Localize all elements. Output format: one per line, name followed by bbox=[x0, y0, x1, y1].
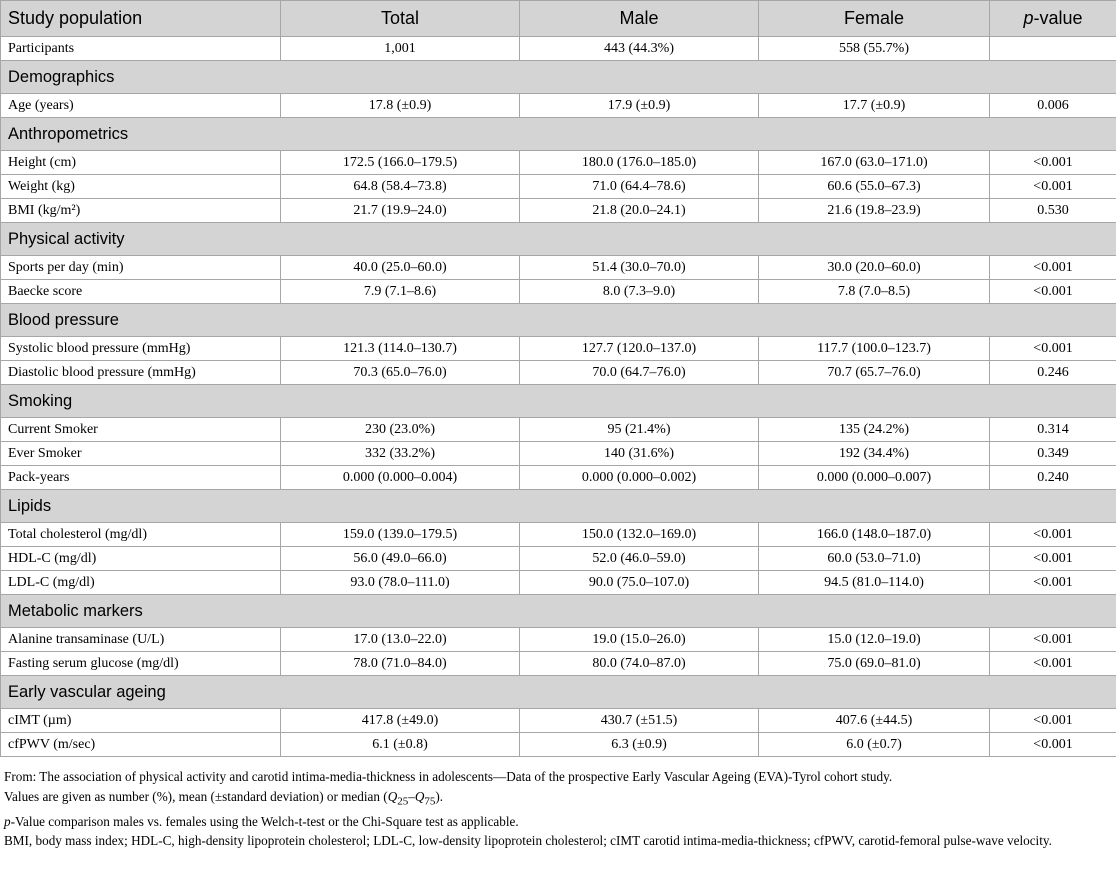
section-title: Anthropometrics bbox=[1, 118, 1116, 151]
table-row bbox=[1, 361, 1116, 385]
section-header-row bbox=[1, 118, 1116, 151]
cell-male: 180.0 (176.0–185.0) bbox=[520, 151, 759, 175]
cell-total: 21.7 (19.9–24.0) bbox=[281, 199, 520, 223]
cell-total: 64.8 (58.4–73.8) bbox=[281, 175, 520, 199]
cell-total: 230 (23.0%) bbox=[281, 418, 520, 442]
section-header-row bbox=[1, 61, 1116, 94]
row-label: Total cholesterol (mg/dl) bbox=[1, 523, 281, 547]
cell-p-value: <0.001 bbox=[990, 628, 1116, 652]
table-row bbox=[1, 442, 1116, 466]
cell-male: 150.0 (132.0–169.0) bbox=[520, 523, 759, 547]
cell-p-value: 0.349 bbox=[990, 442, 1116, 466]
table-row bbox=[1, 571, 1116, 595]
row-label: Pack-years bbox=[1, 466, 281, 490]
cell-male: 140 (31.6%) bbox=[520, 442, 759, 466]
table-row bbox=[1, 628, 1116, 652]
header-p-rest: -value bbox=[1033, 8, 1083, 28]
cell-male: 19.0 (15.0–26.0) bbox=[520, 628, 759, 652]
table-row bbox=[1, 175, 1116, 199]
cell-total: 40.0 (25.0–60.0) bbox=[281, 256, 520, 280]
cell-female: 6.0 (±0.7) bbox=[759, 733, 990, 757]
table-row bbox=[1, 418, 1116, 442]
cell-p-value: <0.001 bbox=[990, 151, 1116, 175]
cell-female: 17.7 (±0.9) bbox=[759, 94, 990, 118]
section-header-row bbox=[1, 304, 1116, 337]
section-header-row bbox=[1, 385, 1116, 418]
cell-male: 0.000 (0.000–0.002) bbox=[520, 466, 759, 490]
table-row bbox=[1, 652, 1116, 676]
cell-p-value: 0.240 bbox=[990, 466, 1116, 490]
cell-female: 0.000 (0.000–0.007) bbox=[759, 466, 990, 490]
section-title: Early vascular ageing bbox=[1, 676, 1116, 709]
cell-p-value: 0.530 bbox=[990, 199, 1116, 223]
cell-female: 60.6 (55.0–67.3) bbox=[759, 175, 990, 199]
row-label: Ever Smoker bbox=[1, 442, 281, 466]
table-row bbox=[1, 709, 1116, 733]
header-p-italic: p bbox=[1023, 8, 1034, 28]
footnote-q75: Q bbox=[414, 788, 425, 804]
section-header-row bbox=[1, 676, 1116, 709]
cell-p-value: <0.001 bbox=[990, 175, 1116, 199]
cell-p-value: <0.001 bbox=[990, 280, 1116, 304]
cell-female: 70.7 (65.7–76.0) bbox=[759, 361, 990, 385]
section-title: Blood pressure bbox=[1, 304, 1116, 337]
cell-p-value: 0.246 bbox=[990, 361, 1116, 385]
row-label: HDL-C (mg/dl) bbox=[1, 547, 281, 571]
table-row-participants bbox=[1, 37, 1116, 61]
cell-total: 17.0 (13.0–22.0) bbox=[281, 628, 520, 652]
row-label: Sports per day (min) bbox=[1, 256, 281, 280]
section-header-row bbox=[1, 223, 1116, 256]
cell-male: 430.7 (±51.5) bbox=[520, 709, 759, 733]
row-label: cIMT (µm) bbox=[1, 709, 281, 733]
cell-total: 0.000 (0.000–0.004) bbox=[281, 466, 520, 490]
cell-total: 159.0 (139.0–179.5) bbox=[281, 523, 520, 547]
header-male: Male bbox=[520, 1, 759, 37]
row-label: LDL-C (mg/dl) bbox=[1, 571, 281, 595]
cell-p-value: 0.314 bbox=[990, 418, 1116, 442]
cell-female: 407.6 (±44.5) bbox=[759, 709, 990, 733]
cell-total: 332 (33.2%) bbox=[281, 442, 520, 466]
table-row bbox=[1, 280, 1116, 304]
cell-male: 127.7 (120.0–137.0) bbox=[520, 337, 759, 361]
cell-male: 95 (21.4%) bbox=[520, 418, 759, 442]
cell-female: 135 (24.2%) bbox=[759, 418, 990, 442]
row-label: Alanine transaminase (U/L) bbox=[1, 628, 281, 652]
row-label: BMI (kg/m²) bbox=[1, 199, 281, 223]
footnote-p-value bbox=[4, 812, 1112, 832]
cell-male: 80.0 (74.0–87.0) bbox=[520, 652, 759, 676]
row-label: Age (years) bbox=[1, 94, 281, 118]
row-label: Diastolic blood pressure (mmHg) bbox=[1, 361, 281, 385]
cell-total: 56.0 (49.0–66.0) bbox=[281, 547, 520, 571]
cell-total: 1,001 bbox=[281, 37, 520, 61]
table-header-row bbox=[1, 1, 1116, 37]
cell-male: 71.0 (64.4–78.6) bbox=[520, 175, 759, 199]
table-row bbox=[1, 199, 1116, 223]
row-label: Participants bbox=[1, 37, 281, 61]
section-title: Physical activity bbox=[1, 223, 1116, 256]
cell-male: 443 (44.3%) bbox=[520, 37, 759, 61]
table-row bbox=[1, 337, 1116, 361]
footnote-values-suffix: ). bbox=[435, 788, 444, 804]
footnote-q25-sub: 25 bbox=[397, 795, 409, 808]
table-footnotes bbox=[0, 757, 1116, 851]
cell-male: 6.3 (±0.9) bbox=[520, 733, 759, 757]
row-label: Current Smoker bbox=[1, 418, 281, 442]
table-body bbox=[1, 37, 1116, 757]
table-row bbox=[1, 466, 1116, 490]
cell-p-value: <0.001 bbox=[990, 571, 1116, 595]
cell-female: 30.0 (20.0–60.0) bbox=[759, 256, 990, 280]
cell-p-value: <0.001 bbox=[990, 652, 1116, 676]
table-row bbox=[1, 547, 1116, 571]
cell-total: 417.8 (±49.0) bbox=[281, 709, 520, 733]
cell-female: 60.0 (53.0–71.0) bbox=[759, 547, 990, 571]
cell-male: 17.9 (±0.9) bbox=[520, 94, 759, 118]
footnote-source: From: The association of physical activity and carotid intima-media-thickness in adolescents—Data of the prospective Early Vascular Ageing (EVA)-Tyrol cohort study. bbox=[4, 769, 893, 784]
cell-total: 172.5 (166.0–179.5) bbox=[281, 151, 520, 175]
footnote-q25: Q bbox=[387, 788, 398, 804]
cell-female: 192 (34.4%) bbox=[759, 442, 990, 466]
row-label: Fasting serum glucose (mg/dl) bbox=[1, 652, 281, 676]
row-label: Height (cm) bbox=[1, 151, 281, 175]
footnote-values-prefix: Values are given as number (%), mean (±standard deviation) or median ( bbox=[4, 788, 388, 804]
footnote-values bbox=[4, 787, 1112, 812]
cell-male: 52.0 (46.0–59.0) bbox=[520, 547, 759, 571]
row-label: cfPWV (m/sec) bbox=[1, 733, 281, 757]
section-title: Metabolic markers bbox=[1, 595, 1116, 628]
cell-total: 93.0 (78.0–111.0) bbox=[281, 571, 520, 595]
cell-p-value: <0.001 bbox=[990, 523, 1116, 547]
cell-female: 94.5 (81.0–114.0) bbox=[759, 571, 990, 595]
cell-total: 70.3 (65.0–76.0) bbox=[281, 361, 520, 385]
footnote-abbreviations: BMI, body mass index; HDL-C, high-density lipoprotein cholesterol; LDL-C, low-density lipoprotein cholesterol; cIMT carotid intima-media-thickness; cfPWV, carotid-femoral pulse-wave velocity. bbox=[4, 833, 1052, 849]
cell-male: 21.8 (20.0–24.1) bbox=[520, 199, 759, 223]
table-row bbox=[1, 151, 1116, 175]
cell-p-value: <0.001 bbox=[990, 709, 1116, 733]
cell-male: 8.0 (7.3–9.0) bbox=[520, 280, 759, 304]
cell-p-value: <0.001 bbox=[990, 337, 1116, 361]
table-row bbox=[1, 733, 1116, 757]
cell-female: 15.0 (12.0–19.0) bbox=[759, 628, 990, 652]
cell-female: 21.6 (19.8–23.9) bbox=[759, 199, 990, 223]
cell-p-value: 0.006 bbox=[990, 94, 1116, 118]
row-label: Weight (kg) bbox=[1, 175, 281, 199]
section-header-row bbox=[1, 490, 1116, 523]
header-p-value bbox=[990, 1, 1116, 37]
cell-total: 78.0 (71.0–84.0) bbox=[281, 652, 520, 676]
cell-p-value: <0.001 bbox=[990, 256, 1116, 280]
cell-male: 51.4 (30.0–70.0) bbox=[520, 256, 759, 280]
header-study-population: Study population bbox=[1, 1, 281, 37]
cell-female: 558 (55.7%) bbox=[759, 37, 990, 61]
cell-female: 166.0 (148.0–187.0) bbox=[759, 523, 990, 547]
row-label: Baecke score bbox=[1, 280, 281, 304]
table-row bbox=[1, 256, 1116, 280]
cell-total: 7.9 (7.1–8.6) bbox=[281, 280, 520, 304]
footnote-dash: – bbox=[408, 788, 415, 804]
footnote-p-rest: -Value comparison males vs. females using the Welch-t-test or the Chi-Square test as applicable. bbox=[10, 813, 519, 829]
cell-male: 90.0 (75.0–107.0) bbox=[520, 571, 759, 595]
table-row bbox=[1, 94, 1116, 118]
row-label: Systolic blood pressure (mmHg) bbox=[1, 337, 281, 361]
cell-p-value: <0.001 bbox=[990, 547, 1116, 571]
cell-p-value: <0.001 bbox=[990, 733, 1116, 757]
header-female: Female bbox=[759, 1, 990, 37]
cell-female: 117.7 (100.0–123.7) bbox=[759, 337, 990, 361]
cell-female: 75.0 (69.0–81.0) bbox=[759, 652, 990, 676]
cell-total: 17.8 (±0.9) bbox=[281, 94, 520, 118]
section-title: Smoking bbox=[1, 385, 1116, 418]
cell-p-value bbox=[990, 37, 1116, 61]
footnote-p-italic: p bbox=[4, 813, 11, 829]
cell-total: 6.1 (±0.8) bbox=[281, 733, 520, 757]
table-row bbox=[1, 523, 1116, 547]
header-total: Total bbox=[281, 1, 520, 37]
cell-female: 167.0 (63.0–171.0) bbox=[759, 151, 990, 175]
section-title: Lipids bbox=[1, 490, 1116, 523]
cell-female: 7.8 (7.0–8.5) bbox=[759, 280, 990, 304]
section-title: Demographics bbox=[1, 61, 1116, 94]
cell-male: 70.0 (64.7–76.0) bbox=[520, 361, 759, 385]
cell-total: 121.3 (114.0–130.7) bbox=[281, 337, 520, 361]
footnote-q75-sub: 75 bbox=[424, 795, 436, 808]
section-header-row bbox=[1, 595, 1116, 628]
